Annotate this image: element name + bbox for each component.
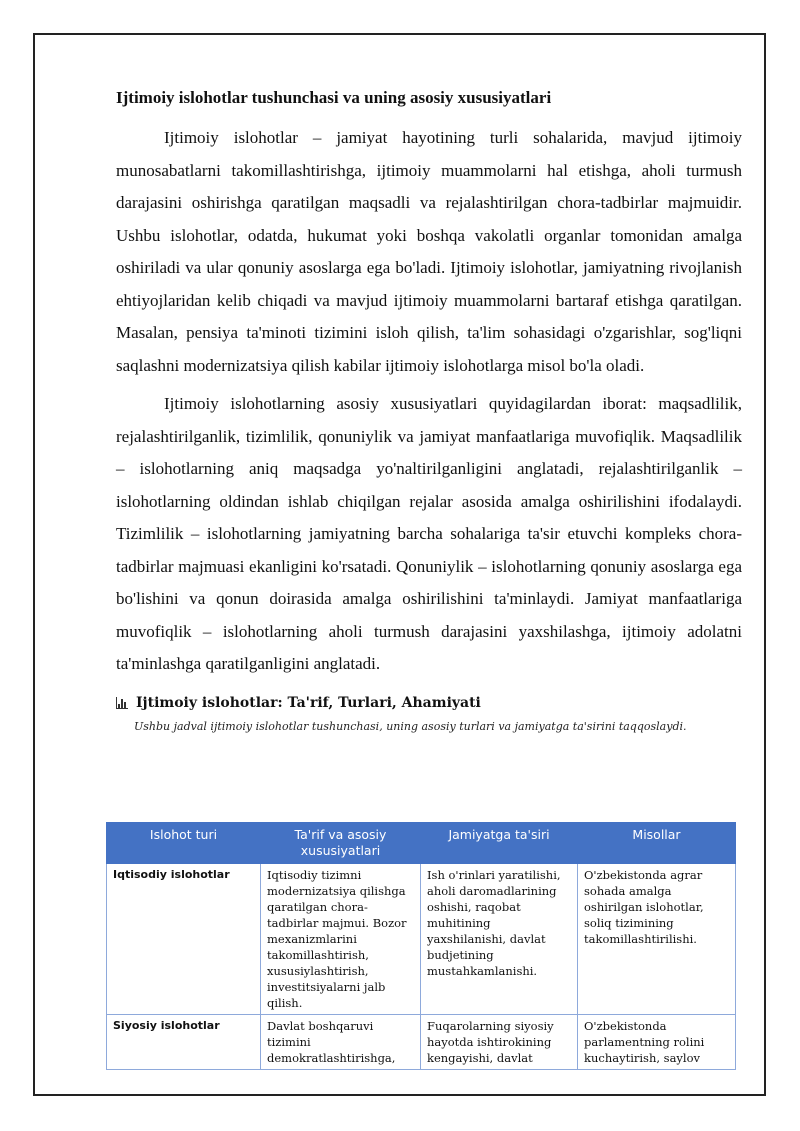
paragraph-2: Ijtimoiy islohotlarning asosiy xususiyatlari quyidagilardan iborat: maqsadlilik, rejalashtirilganlik, tizimlilik, qonuniylik va jamiyat manfaatlariga muvofiqlik. Maqsadlilik – islohotlarning aniq maqsadga yo'naltirilganligini anglatadi, rejalashtirilganlik – islohotlarning oldindan ishlab chiqilgan rejalar asosida amalga oshirilishini ifodalaydi. Tizimlilik – islohotlarning jamiyatning barcha sohalariga ta'sir etuvchi kompleks chora-tadbirlar majmuasi ekanligini ko'rsatadi. Qonuniylik – islohotlarning qonuniy asoslarga ega bo'lishini va qonun doirasida amalga oshirilishini ta'minlaydi. Jamiyat manfaatlariga muvofiqlik – islohotlarning aholi turmush darajasini yaxshilashga, ijtimoiy adolatni ta'minlashga qaratilganligini anglatadi. [116,394,742,673]
header-definition: Ta'rif va asosiy xususiyatlari [261,823,421,864]
table-row [107,1015,736,1070]
cell-examples: O'zbekistonda parlamentning rolini kuchaytirish, saylov [578,1015,736,1070]
table-title-row [116,695,742,711]
cell-impact: Fuqarolarning siyosiy hayotda ishtirokining kengayishi, davlat [421,1015,578,1070]
cell-definition: Davlat boshqaruvi tizimini demokratlashtirishga, [261,1015,421,1070]
cell-type: Siyosiy islohotlar [107,1015,261,1070]
reforms-table [106,822,736,1070]
table-title: Ijtimoiy islohotlar: Ta'rif, Turlari, Ahamiyati [136,694,481,711]
header-impact: Jamiyatga ta'siri [421,823,578,864]
document-body [116,86,742,741]
cell-definition: Iqtisodiy tizimni modernizatsiya qilishga qaratilgan chora-tadbirlar majmui. Bozor mexanizmlarini takomillashtirish, xususiylashtirish, investitsiyalarni jalb qilish. [261,864,421,1015]
table-clip [100,822,750,1065]
paragraph-1: Ijtimoiy islohotlar – jamiyat hayotining turli sohalarida, mavjud ijtimoiy munosabatlarni takomillashtirishga, ijtimoiy muammolarni hal etishga, aholi turmush darajasini oshirishga qaratilgan maqsadli va rejalashtirilgan chora-tadbirlar majmuidir. Ushbu islohotlar, odatda, hukumat yoki boshqa vakolatli organlar tomonidan amalga oshiriladi va ular qonuniy asoslarga ega bo'ladi. Ijtimoiy islohotlar, jamiyatning rivojlanish ehtiyojlaridan kelib chiqadi va mavjud ijtimoiy muammolarni bartaraf etishga qaratilgan. Masalan, pensiya ta'minoti tizimini isloh qilish, ta'lim sohasidagi o'zgarishlar, sog'liqni saqlashni modernizatsiya qilish kabilar ijtimoiy islohotlarga misol bo'la oladi. [116,128,742,375]
table-caption: Ushbu jadval ijtimoiy islohotlar tushunchasi, uning asosiy turlari va jamiyatga ta'sirini taqqoslaydi. [134,719,687,733]
header-reform-type: Islohot turi [107,823,261,864]
table-header-row [107,823,736,864]
cell-examples: O'zbekistonda agrar sohada amalga oshirilgan islohotlar, soliq tizimining takomillashtirilishi. [578,864,736,1015]
table-row [107,864,736,1015]
cell-impact: Ish o'rinlari yaratilishi, aholi daromadlarining oshishi, raqobat muhitining yaxshilanishi, davlat budjetining mustahkamlanishi. [421,864,578,1015]
document-heading: Ijtimoiy islohotlar tushunchasi va uning asosiy xususiyatlari [116,88,552,107]
bar-chart-icon [116,697,128,709]
header-examples: Misollar [578,823,736,864]
cell-type: Iqtisodiy islohotlar [107,864,261,1015]
